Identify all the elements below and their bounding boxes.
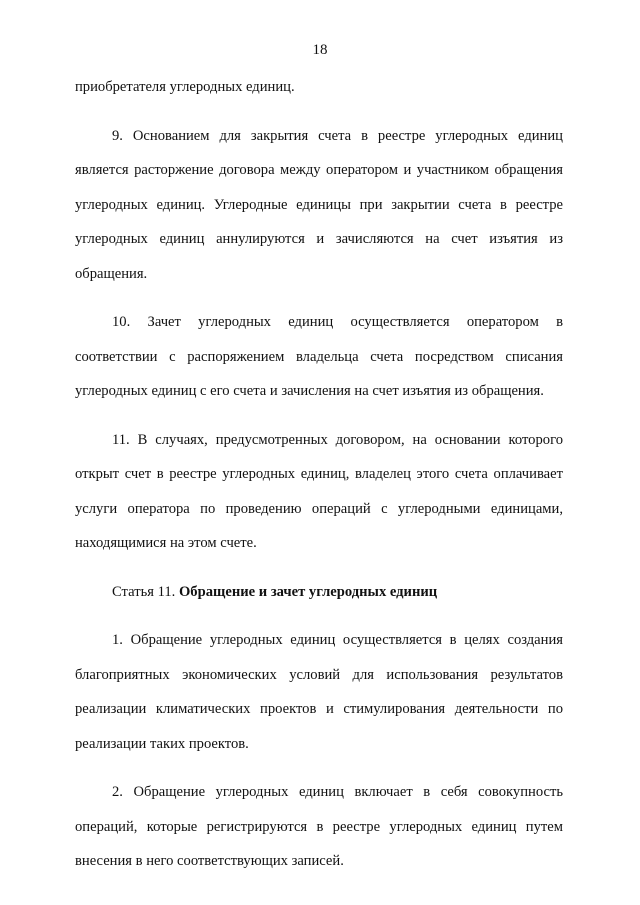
paragraph-9: 9. Основанием для закрытия счета в реестре углеродных единиц является расторжение договора между оператором и участником обращения углеродных единиц. Углеродные единицы при закрытии счета в реестре углеродных единиц аннулируются и зачисляются на счет изъятия из обращения. [75, 127, 563, 282]
page-number: 18 [312, 42, 328, 58]
paragraph-11: 11. В случаях, предусмотренных договором, на основании которого открыт счет в реестре углеродных единиц, владелец этого счета оплачивает услуги оператора по проведению операций с углеродными единицами, находящимися на этом счете. [75, 431, 563, 551]
article-heading [75, 575, 563, 610]
paragraph-gap [75, 561, 563, 575]
article-paragraph-2: 2. Обращение углеродных единиц включает в себя совокупность операций, которые регистрируются в реестре углеродных единиц путем внесения в него соответствующих записей. [75, 784, 563, 869]
article-title: Обращение и зачет углеродных единиц [178, 583, 438, 600]
paragraph-gap [75, 291, 563, 305]
article-paragraph-1: 1. Обращение углеродных единиц осуществляется в целях создания благоприятных экономических условий для использования результатов реализации климатических проектов и стимулирования деятельности по реализации таких проектов. [75, 632, 563, 752]
paragraph-gap [75, 409, 563, 423]
article-prefix: Статья 11. [112, 583, 176, 600]
paragraph-gap [75, 609, 563, 623]
paragraph-gap [75, 761, 563, 775]
document-body [75, 70, 563, 879]
paragraph-10: 10. Зачет углеродных единиц осуществляется оператором в соответствии с распоряжением владельца счета посредством списания углеродных единиц с его счета и зачисления на счет изъятия из обращения. [75, 314, 563, 399]
paragraph-continuation: приобретателя углеродных единиц. [75, 79, 295, 95]
paragraph-gap [75, 105, 563, 119]
